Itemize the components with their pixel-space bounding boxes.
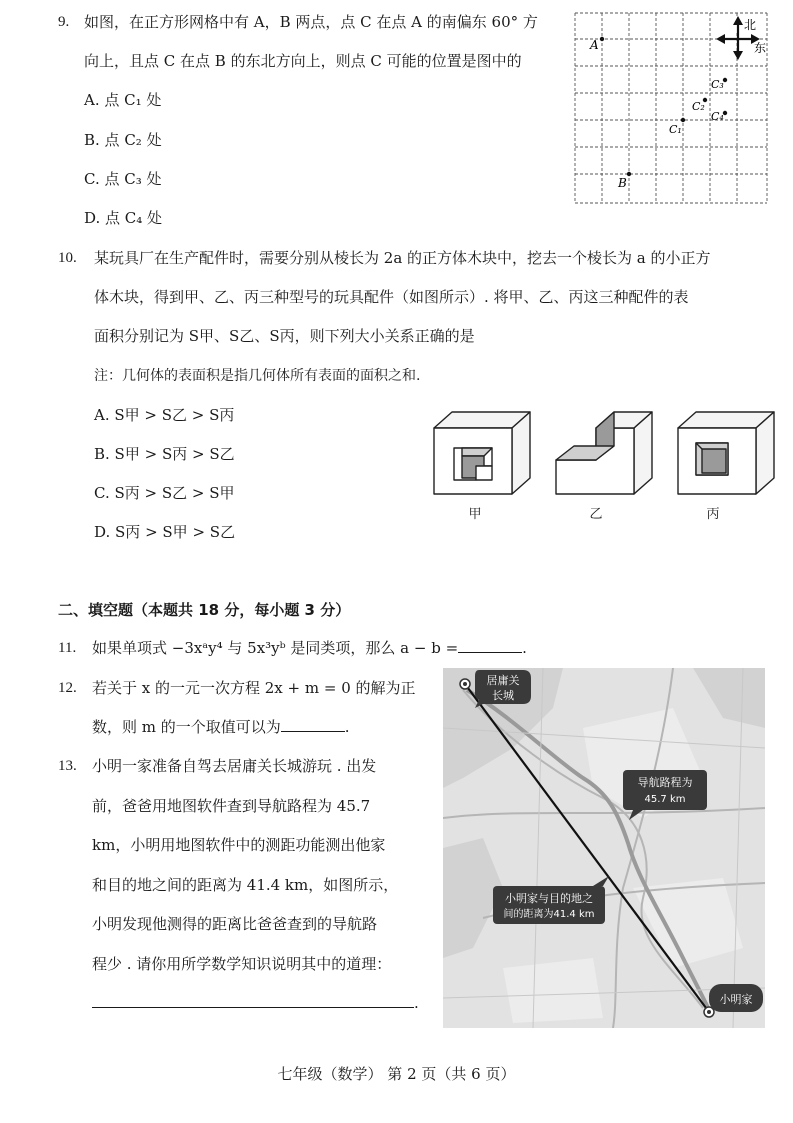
q12-text-line1: 若关于 x 的一元一次方程 2x + m = 0 的解为正 [92, 679, 416, 697]
home-label: 小明家 [719, 993, 753, 1006]
q12-end: . [344, 718, 350, 736]
q13-number: 13. [58, 758, 77, 774]
q9-option-a: A. 点 C₁ 处 [84, 91, 162, 109]
q10-text-line3: 面积分别记为 S甲、S乙、S丙，则下列大小关系正确的是 [94, 327, 475, 345]
label-c4: C₄ [711, 110, 724, 123]
q11-number: 11. [58, 640, 77, 656]
q10-text-line2: 体木块，得到甲、乙、丙三种型号的玩具配件（如图所示）. 将甲、乙、丙这三种配件的表 [94, 288, 689, 306]
q13-text-line2: 前，爸爸用地图软件查到导航路程为 45.7 [92, 797, 371, 815]
section-title: 二、填空题（本题共 18 分，每小题 3 分） [58, 601, 351, 619]
q13-map-figure [443, 668, 765, 1028]
q10-note: 注：几何体的表面积是指几何体所有表面的面积之和. [94, 368, 421, 384]
cube-yi-figure [554, 410, 654, 496]
q9-grid-figure [574, 12, 768, 204]
q9-option-d: D. 点 C₄ 处 [84, 209, 163, 227]
destination-label-line1: 居庸关 [486, 674, 520, 687]
caption-jia: 甲 [468, 507, 482, 522]
point-b [627, 172, 631, 176]
point-c1 [681, 118, 685, 122]
caption-yi: 乙 [589, 507, 603, 522]
label-c2: C₂ [692, 100, 705, 113]
q11-end: . [522, 639, 527, 657]
cube-jia-figure [432, 410, 532, 496]
q10-option-d: D. S丙 > S甲 > S乙 [94, 523, 236, 541]
q13-text-line3: km，小明用地图软件中的测距功能测出他家 [92, 836, 386, 854]
label-c3: C₃ [711, 78, 724, 91]
label-b: B [618, 176, 627, 190]
q13-end: . [414, 994, 419, 1012]
q11-text: 如果单项式 −3xᵃy⁴ 与 5x³yᵇ 是同类项，那么 a − b = [92, 639, 459, 657]
q12-text-line2: 数，则 m 的一个取值可以为 [92, 718, 281, 736]
q9-text-line1: 如图，在正方形网格中有 A，B 两点，点 C 在点 A 的南偏东 60° 方 [84, 13, 538, 31]
destination-label-line2: 长城 [492, 689, 514, 702]
q11-answer-blank[interactable] [458, 652, 522, 653]
label-a: A [590, 38, 599, 52]
q12-line2 [92, 717, 350, 737]
q12-number: 12. [58, 680, 77, 696]
q9-text-line2: 向上，且点 C 在点 B 的东北方向上，则点 C 可能的位置是图中的 [84, 52, 522, 70]
q13-answer-line [92, 993, 419, 1013]
caption-bing: 丙 [706, 507, 720, 522]
q10-option-c: C. S丙 > S乙 > S甲 [94, 484, 235, 502]
distance-label-line1: 小明家与目的地之 [505, 892, 593, 905]
q10-number: 10. [58, 250, 77, 266]
point-a [600, 37, 604, 41]
nav-route-label-line2: 45.7 km [644, 794, 686, 805]
q10-option-b: B. S甲 > S丙 > S乙 [94, 445, 235, 463]
q9-option-b: B. 点 C₂ 处 [84, 131, 162, 149]
q9-option-c: C. 点 C₃ 处 [84, 170, 162, 188]
q13-text-line6: 程少 . 请你用所学数学知识说明其中的道理： [92, 955, 392, 973]
compass-north-label: 北 [744, 18, 757, 32]
q10-option-a: A. S甲 > S乙 > S丙 [94, 406, 235, 424]
q11-line [92, 638, 527, 658]
q13-answer-blank[interactable] [92, 1007, 414, 1008]
distance-label-line2: 间的距离为41.4 km [503, 909, 595, 920]
nav-route-label-line1: 导航路程为 [637, 776, 693, 789]
q12-answer-blank[interactable] [281, 731, 345, 732]
label-c1: C₁ [669, 123, 682, 136]
q9-number: 9. [58, 14, 70, 30]
q13-text-line1: 小明一家准备自驾去居庸关长城游玩 . 出发 [92, 757, 377, 775]
page-footer: 七年级（数学） 第 2 页（共 6 页） [277, 1065, 516, 1083]
q13-text-line4: 和目的地之间的距离为 41.4 km，如图所示， [92, 876, 399, 894]
q13-text-line5: 小明发现他测得的距离比爸爸查到的导航路 [92, 915, 378, 933]
compass-east-label: 东 [754, 41, 767, 55]
cube-bing-figure [676, 410, 776, 496]
q10-text-line1: 某玩具厂在生产配件时，需要分别从棱长为 2a 的正方体木块中，挖去一个棱长为 a 的小正方 [94, 249, 711, 267]
